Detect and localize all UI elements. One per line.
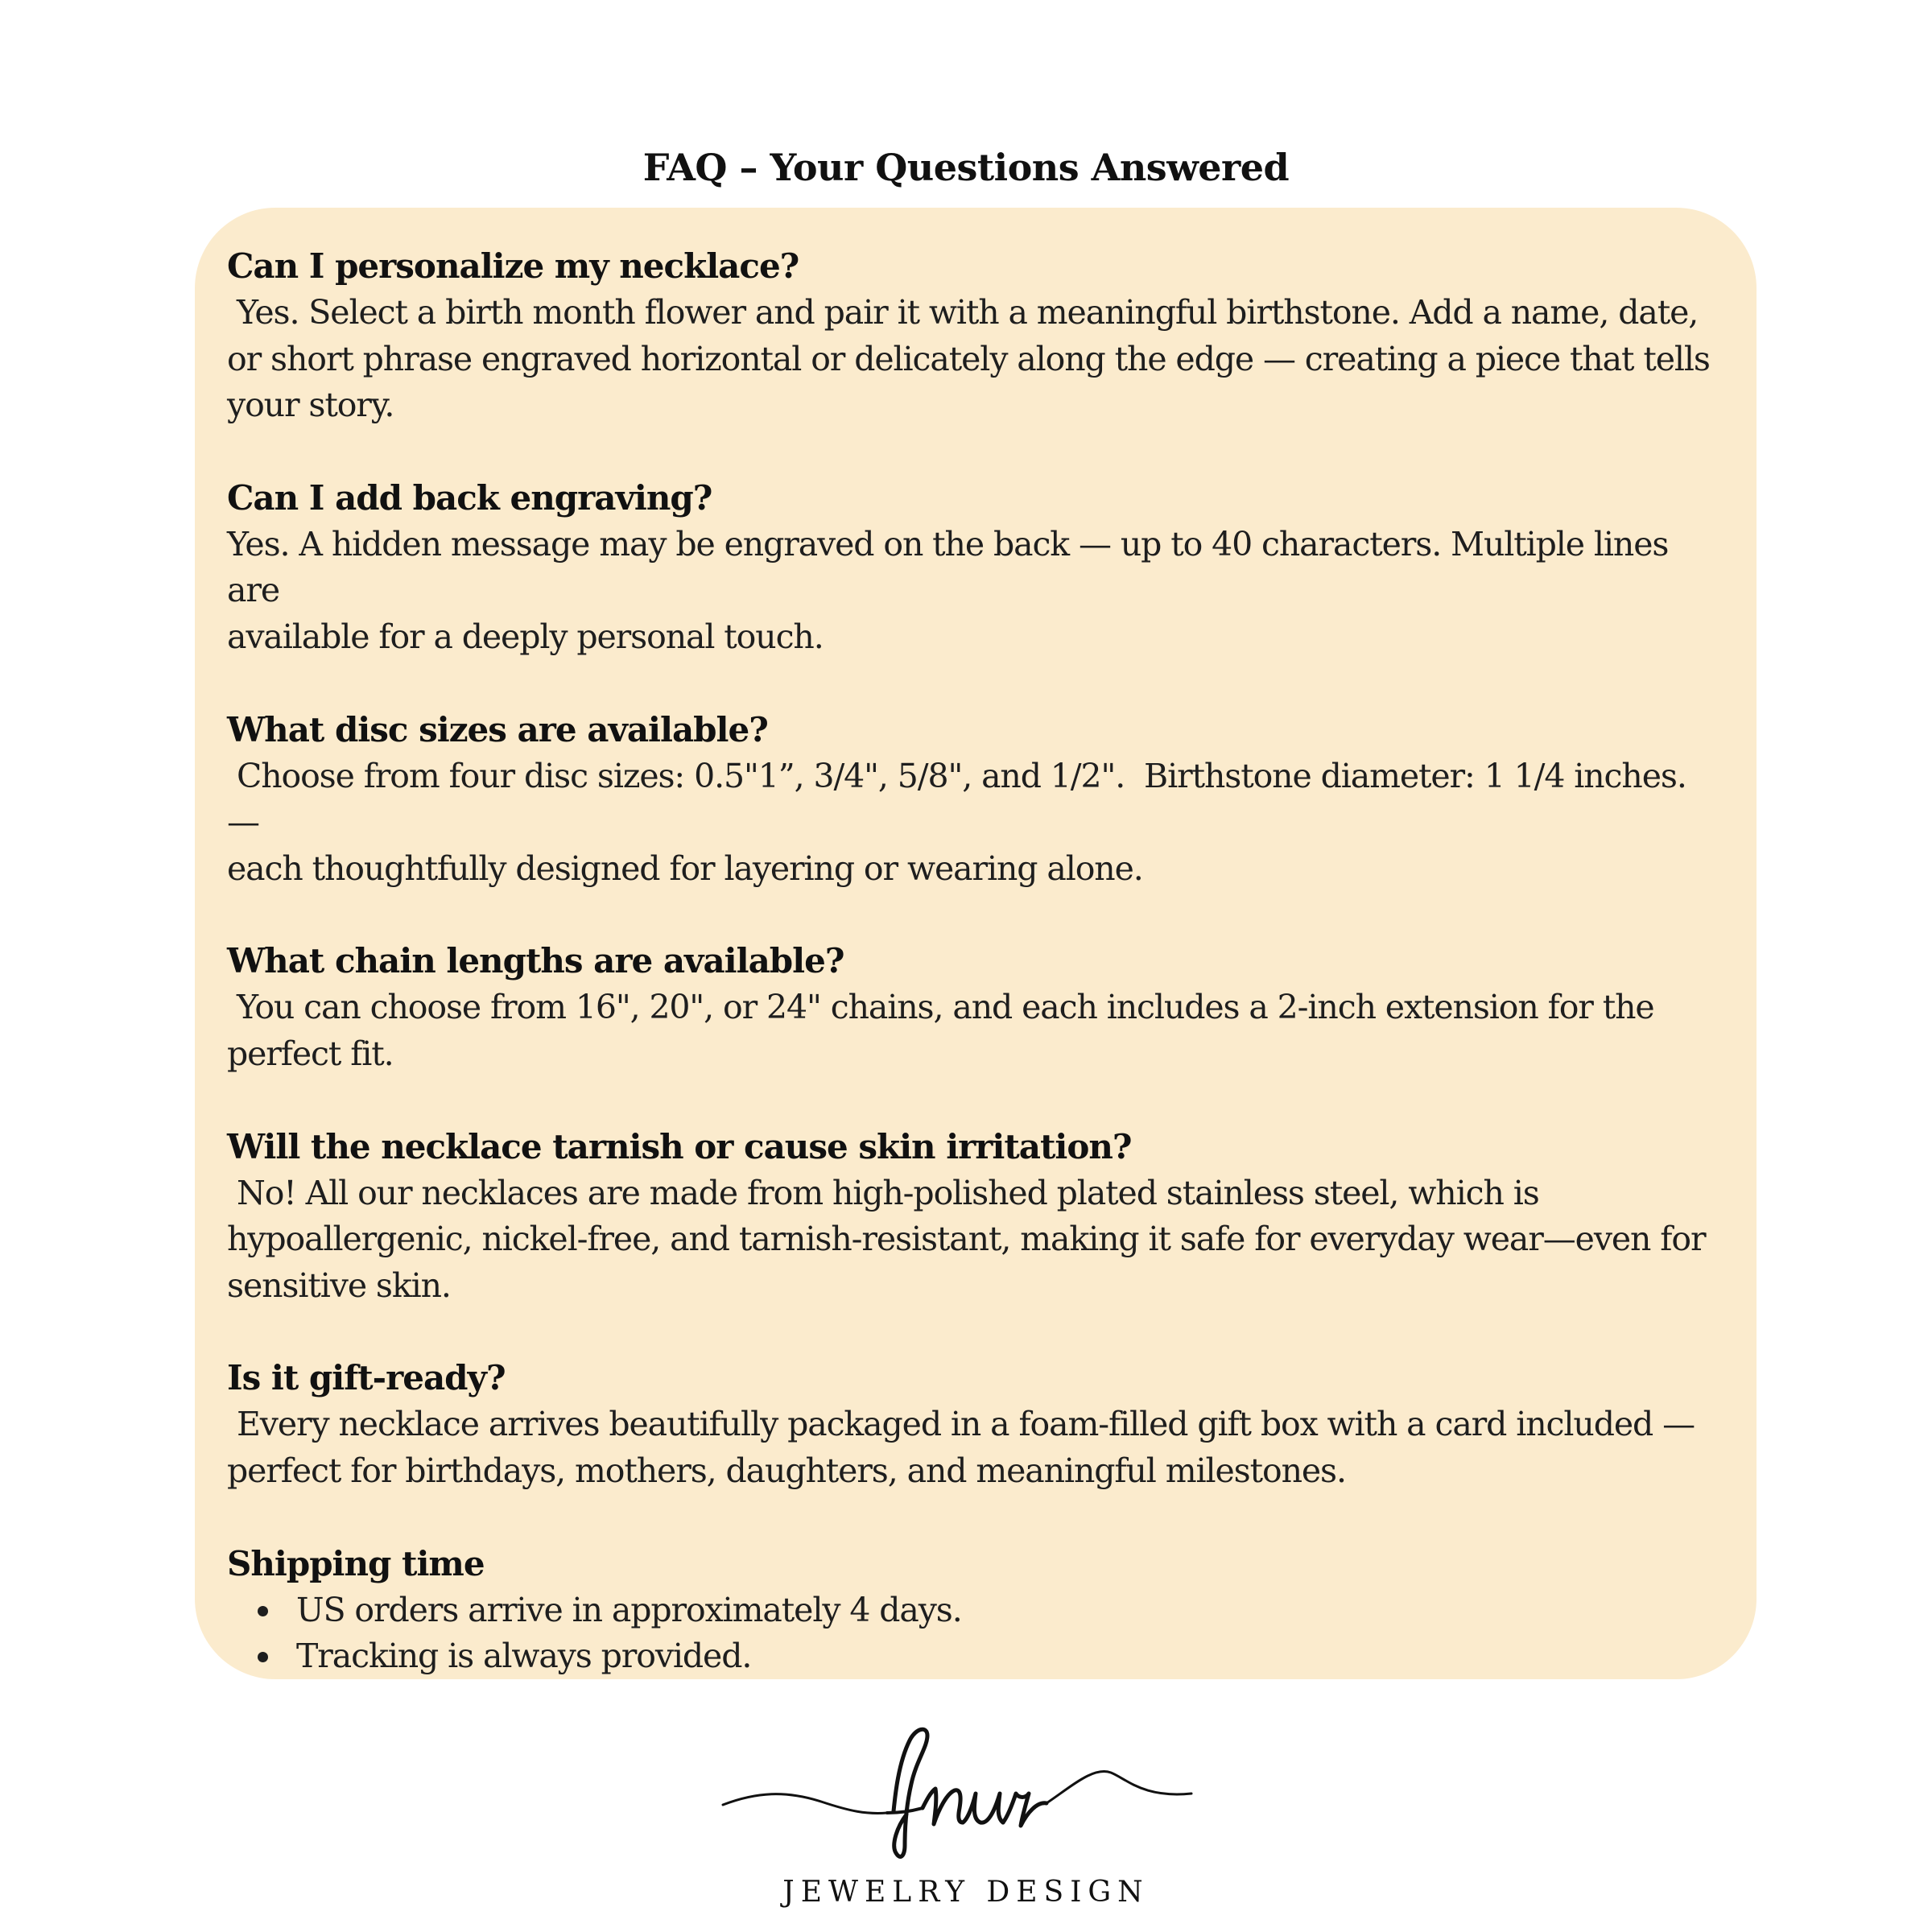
faq-item-chain-lengths — [227, 938, 1724, 1077]
faq-question: Shipping time — [227, 1543, 485, 1583]
list-item — [227, 1633, 1724, 1680]
faq-answer: You can choose from 16", 20", or 24" chains, and each includes a 2-inch extension for the perfect fit. — [227, 988, 1654, 1073]
faq-item-personalize — [227, 243, 1724, 429]
faq-answer: Every necklace arrives beautifully packaged in a foam-filled gift box with a card included — perfect for birthdays, mothers, daughters, and meaningful milestones. — [227, 1405, 1695, 1490]
faq-answer: Yes. Select a birth month flower and pair it with a meaningful birthstone. Add a name, date, or short phrase engraved horizontal or delicately along the edge — creating a piece that tells your story. — [227, 293, 1710, 425]
logo-tagline: JEWELRY DESIGN — [782, 1876, 1150, 1909]
brand-logo — [708, 1715, 1224, 1924]
faq-item-tarnish — [227, 1124, 1724, 1310]
list-item-text: Tracking is always provided. — [296, 1637, 752, 1676]
faq-item-back-engraving — [227, 475, 1724, 661]
logo-wordmark-icon — [708, 1715, 1224, 1876]
faq-answer: No! All our necklaces are made from high-polished plated stainless steel, which is hypoallergenic, nickel-free, and tarnish-resistant, making it safe for everyday wear—even for sensitive skin. — [227, 1173, 1706, 1305]
faq-question: Will the necklace tarnish or cause skin irritation? — [227, 1126, 1132, 1166]
page-title: FAQ – Your Questions Answered — [642, 146, 1290, 189]
faq-question: What chain lengths are available? — [227, 941, 844, 981]
faq-question: Can I personalize my necklace? — [227, 246, 799, 286]
faq-question: Is it gift-ready? — [227, 1358, 506, 1398]
faq-card — [195, 208, 1757, 1679]
faq-item-disc-sizes — [227, 707, 1724, 893]
faq-item-shipping — [227, 1541, 1724, 1680]
faq-question: What disc sizes are available? — [227, 709, 768, 749]
faq-answer: Yes. A hidden message may be engraved on the back — up to 40 characters. Multiple lines are available for a deeply personal touch. — [227, 524, 1669, 656]
faq-answer: Choose from four disc sizes: 0.5"1”, 3/4", 5/8", and 1/2". Birthstone diameter: 1 1/4 inches. — each thoughtfully designed for layering or wearing alone. — [227, 756, 1686, 888]
faq-item-gift-ready — [227, 1355, 1724, 1494]
list-item — [227, 1587, 1724, 1634]
faq-question: Can I add back engraving? — [227, 477, 712, 518]
bullet-icon — [258, 1606, 268, 1616]
bullet-icon — [258, 1652, 268, 1662]
shipping-list — [227, 1587, 1724, 1680]
list-item-text: US orders arrive in approximately 4 days. — [296, 1590, 962, 1629]
